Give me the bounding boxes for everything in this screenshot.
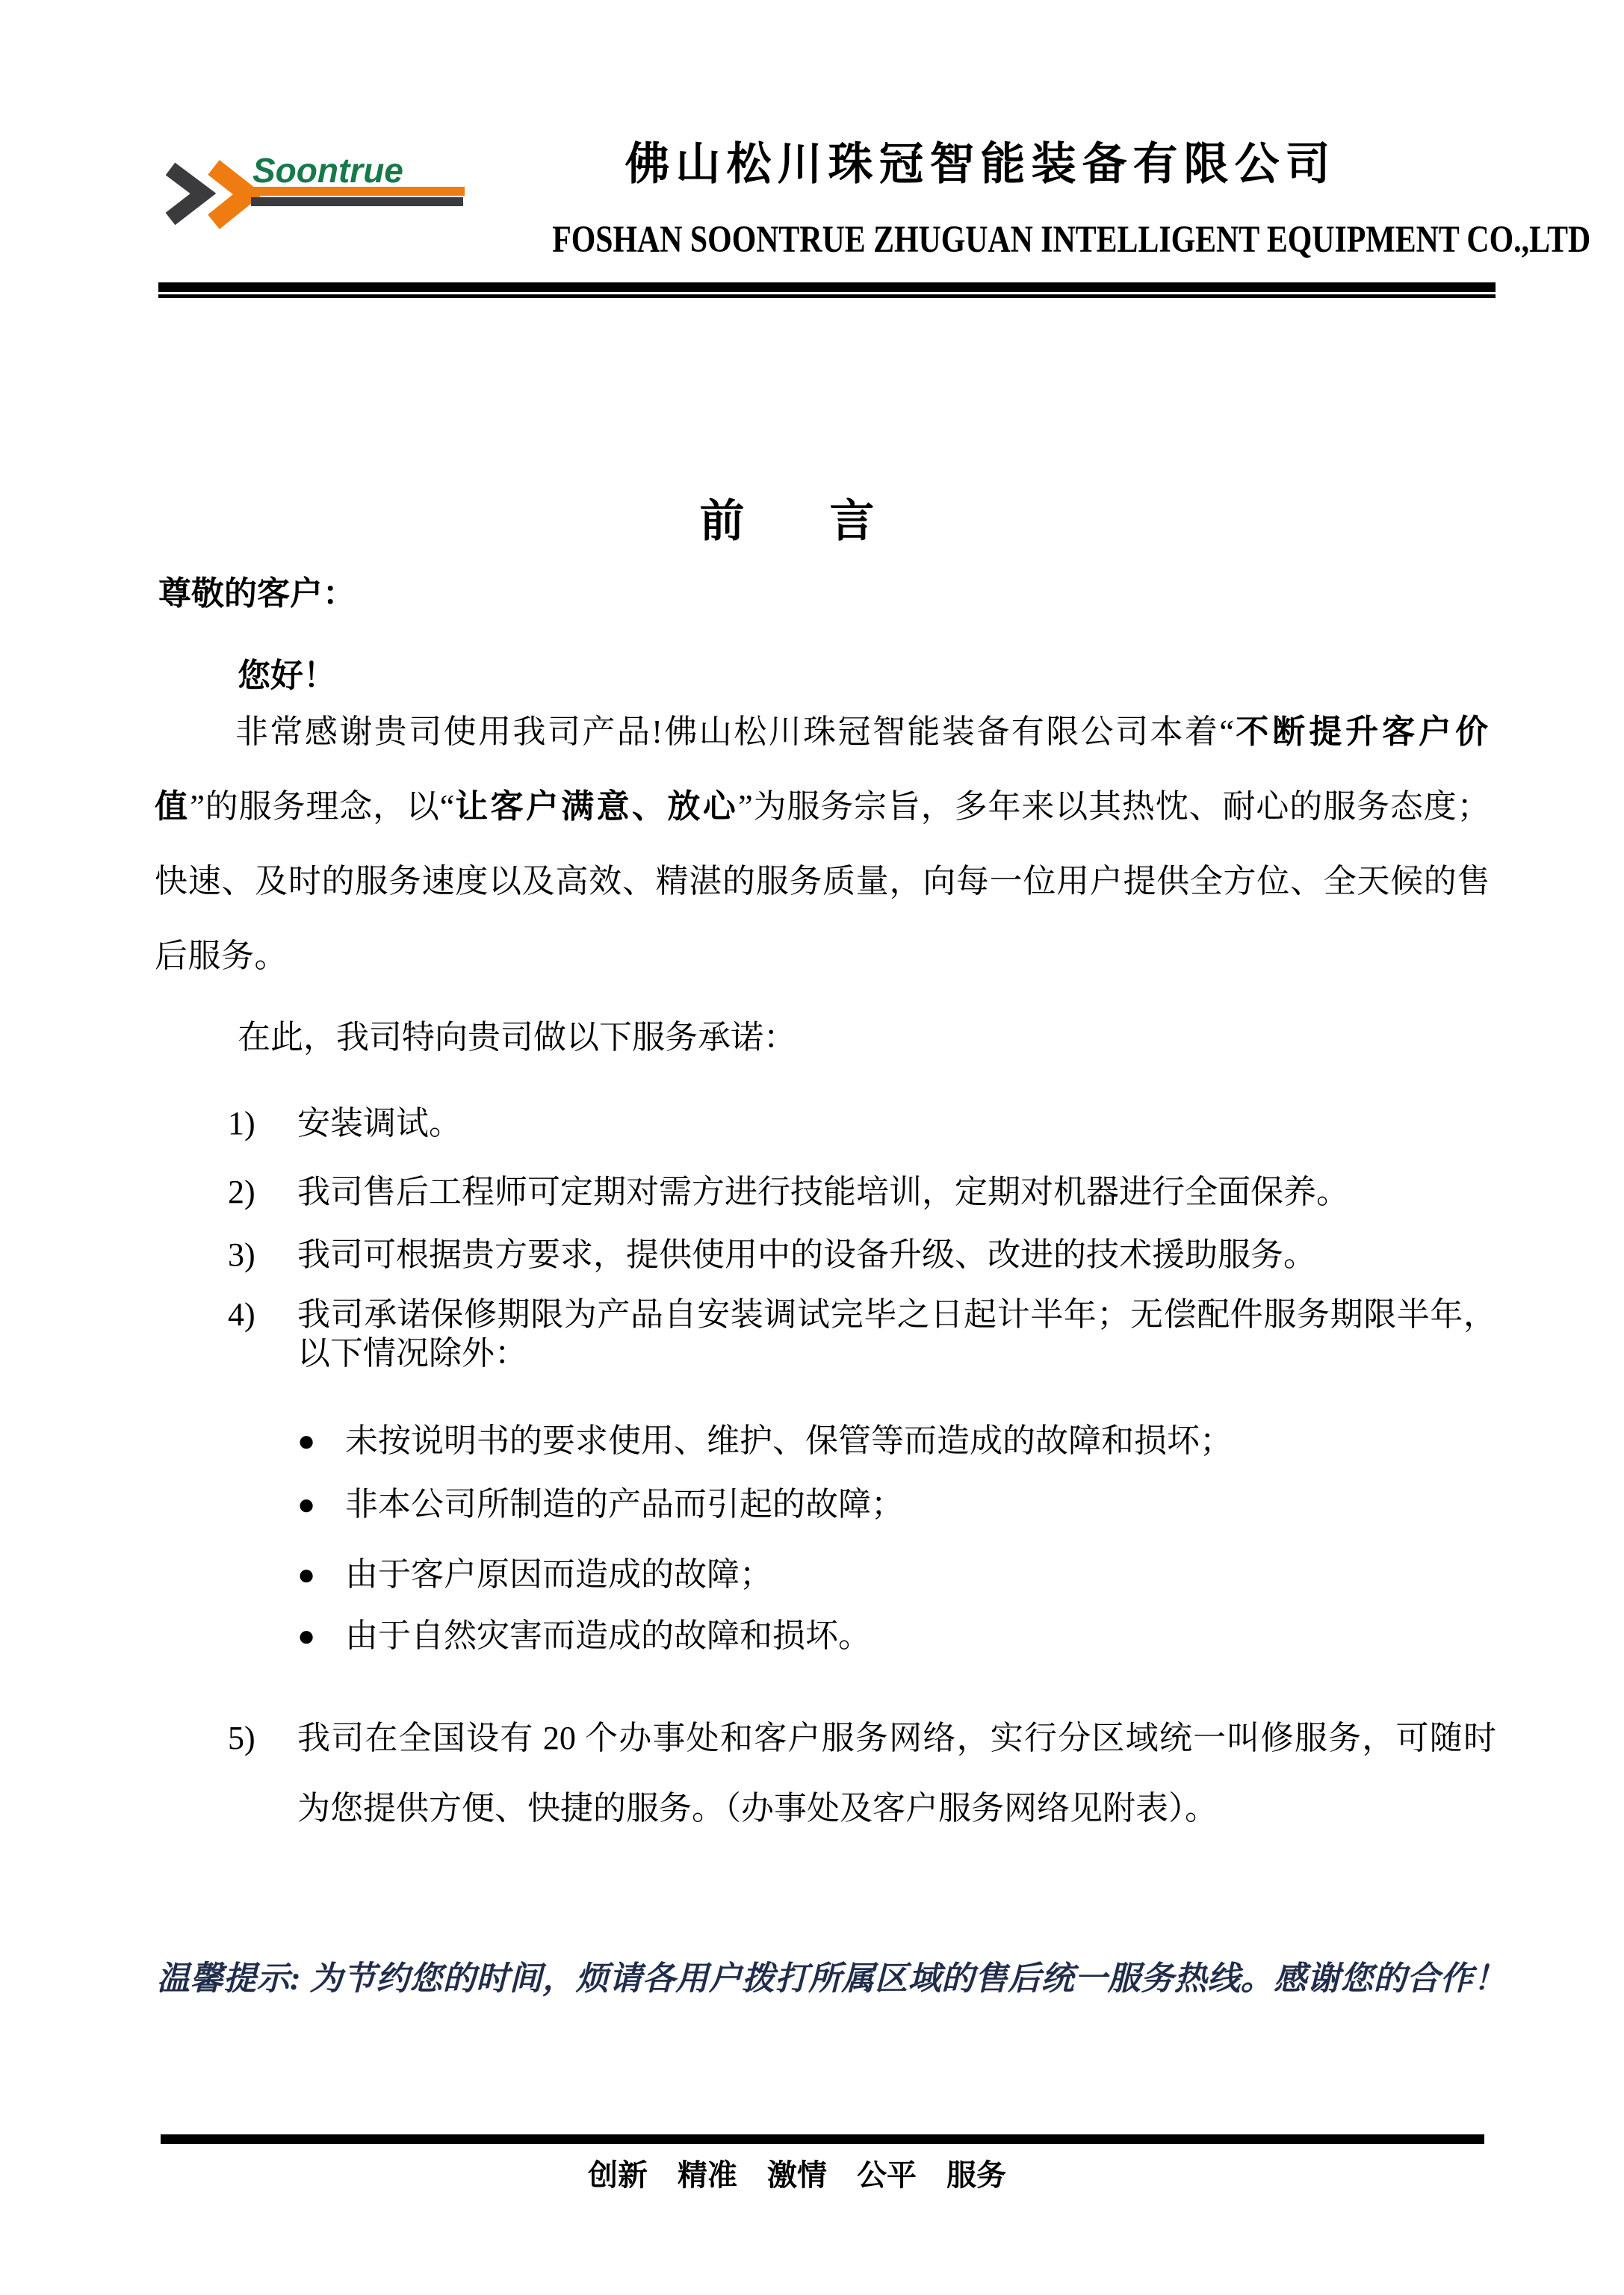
list-item-number: 2) (228, 1174, 255, 1210)
slogan-quote-2: 让客户满意、放心 (454, 788, 739, 825)
chevron-dark-icon (170, 169, 203, 219)
list-item (228, 1236, 1496, 1275)
page-title: 前 言 (699, 497, 895, 546)
logo-bar-dark (251, 197, 463, 206)
greeting: 您好！ (238, 657, 336, 694)
exception-item (297, 1617, 1493, 1656)
list-item-number: 5) (228, 1720, 255, 1756)
exception-text: 未按说明书的要求使用、维护、保管等而造成的故障和损坏； (345, 1422, 1233, 1459)
bullet-icon: ● (297, 1487, 316, 1521)
header-rule-thick (158, 282, 1496, 292)
footer-slogan: 创新 精准 激情 公平 服务 (588, 2159, 1006, 2192)
list-item-number: 3) (228, 1236, 255, 1273)
list-item-text: 安装调试。 (297, 1105, 462, 1142)
service-hotline-tip: 温馨提示: 为节约您的时间，烦请各用户拨打所属区域的售后统一服务热线。感谢您的合作！ (157, 1960, 1507, 1997)
list-item-text: 我司承诺保修期限为产品自安装调试完毕之日起计半年；无偿配件服务期限半年，以下情况除外： (297, 1296, 1496, 1372)
salutation: 尊敬的客户： (158, 575, 356, 612)
footer-rule (161, 2134, 1484, 2144)
intro-paragraph (155, 695, 1490, 994)
soontrue-logo-graphic (163, 143, 492, 248)
logo-brand-text: Soontrue (252, 151, 403, 190)
exception-text: 由于自然灾害而造成的故障和损坏。 (345, 1617, 871, 1654)
exception-text: 由于客户原因而造成的故障； (345, 1556, 772, 1593)
exception-text: 非本公司所制造的产品而引起的故障； (345, 1486, 904, 1523)
list-item-text: 我司在全国设有 20 个办事处和客户服务网络，实行分区域统一叫修服务，可随时为您提供方便、快捷的服务。（办事处及客户服务网络见附表）。 (297, 1720, 1496, 1827)
soontrue-logo (163, 143, 492, 248)
intro-segment: ”为服务宗旨，多年来以其热忱、耐心的服务态度；快速、及时的服务速度以及高效、精湛的服务质量，向每一位用户提供全方位、全天候的售后服务。 (155, 788, 1491, 974)
header-rule (158, 282, 1496, 298)
bullet-icon: ● (297, 1558, 316, 1591)
list-item-text: 我司售后工程师可定期对需方进行技能培训，定期对机器进行全面保养。 (297, 1174, 1349, 1210)
promise-intro: 在此，我司特向贵司做以下服务承诺： (238, 1019, 796, 1056)
exception-item (297, 1485, 1493, 1524)
bullet-icon: ● (297, 1619, 316, 1653)
header-rule-thin (158, 294, 1496, 298)
slogan-quote-1: 不断提升客户价值 (155, 713, 1490, 825)
company-name-cn: 佛山松川珠冠智能装备有限公司 (625, 140, 1336, 189)
company-name-en: FOSHAN SOONTRUE ZHUGUAN INTELLIGENT EQUIPMENT CO.,LTD (552, 219, 1591, 261)
exception-item (297, 1422, 1493, 1461)
chevron-orange-icon (214, 167, 248, 222)
bullet-icon: ● (297, 1424, 316, 1458)
exception-item (297, 1555, 1493, 1594)
list-item-number: 4) (228, 1296, 255, 1333)
intro-segment: 非常感谢贵司使用我司产品!佛山松川珠冠智能装备有限公司本着“ (235, 713, 1235, 750)
list-item-text: 我司可根据贵方要求，提供使用中的设备升级、改进的技术援助服务。 (297, 1236, 1316, 1273)
list-item (228, 1173, 1496, 1212)
list-item (228, 1703, 1496, 1844)
list-item (228, 1104, 1496, 1143)
list-item (228, 1295, 1496, 1373)
list-item-number: 1) (228, 1105, 255, 1142)
intro-segment: ”的服务理念，以“ (190, 788, 455, 825)
